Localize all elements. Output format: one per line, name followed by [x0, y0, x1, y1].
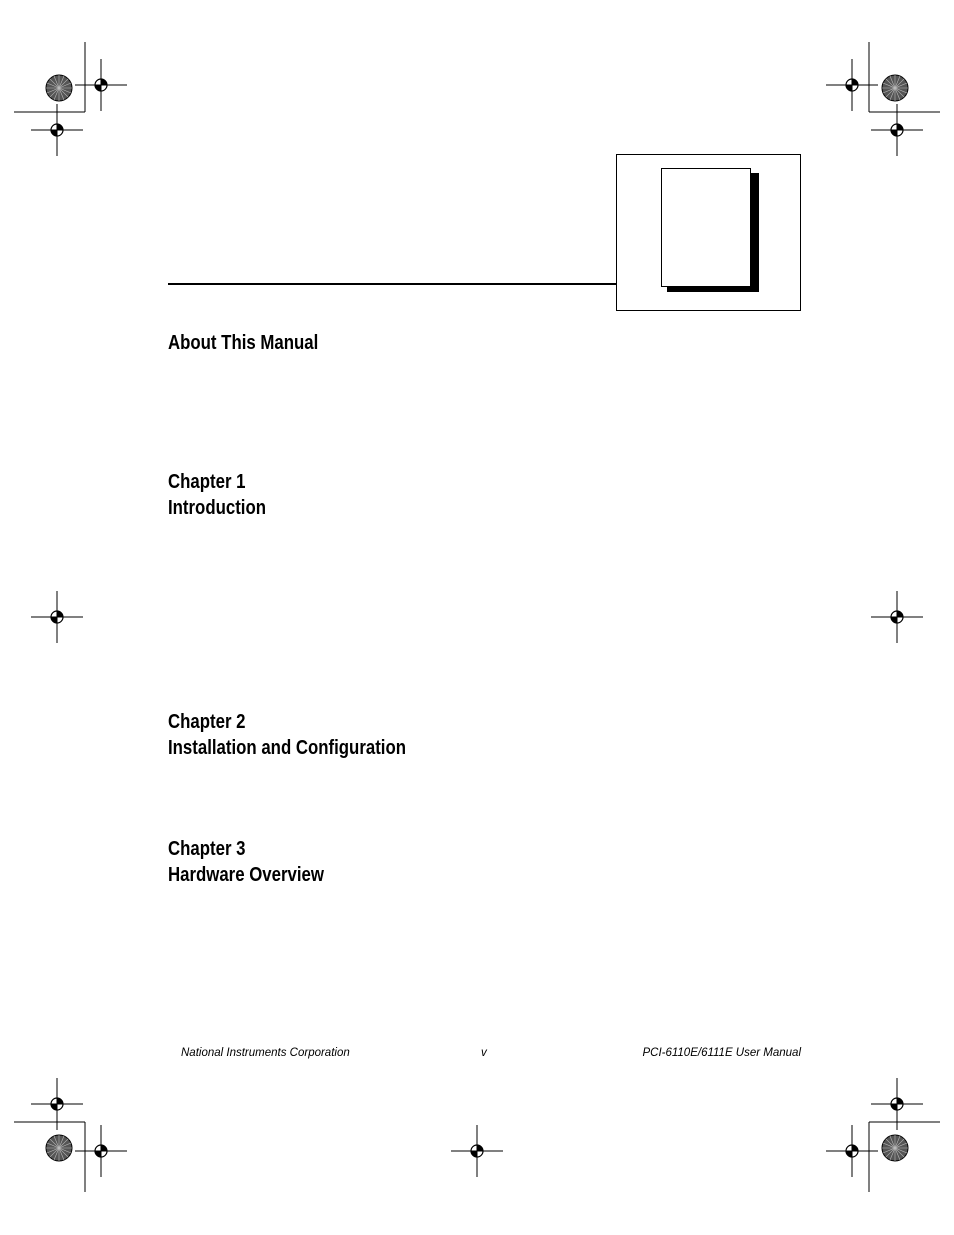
chapter-title: Hardware Overview	[168, 864, 324, 886]
section-about-this-manual	[168, 330, 318, 356]
section-chapter-1	[168, 469, 266, 521]
crosshair-registration-icon	[31, 591, 83, 643]
document-icon	[661, 168, 751, 287]
chapter-number: Chapter 3	[168, 838, 246, 860]
crosshair-registration-icon	[826, 59, 878, 111]
crosshair-registration-icon	[75, 59, 127, 111]
footer-page-number: v	[481, 1047, 487, 1059]
starburst-registration-icon	[882, 75, 908, 101]
contents-badge	[616, 154, 801, 311]
starburst-registration-icon	[46, 1135, 72, 1161]
crosshair-registration-icon	[451, 1125, 503, 1177]
footer-manual-title: PCI-6110E/6111E User Manual	[642, 1047, 801, 1059]
chapter-title: Installation and Configuration	[168, 737, 406, 759]
crosshair-registration-icon	[75, 1125, 127, 1177]
section-title-line: About This Manual	[168, 332, 319, 354]
footer-company: National Instruments Corporation	[181, 1047, 350, 1059]
chapter-title: Introduction	[168, 497, 266, 519]
chapter-number: Chapter 2	[168, 711, 246, 733]
header-rule	[168, 283, 616, 285]
section-chapter-3	[168, 836, 324, 888]
crosshair-registration-icon	[826, 1125, 878, 1177]
starburst-registration-icon	[46, 75, 72, 101]
section-chapter-2	[168, 709, 406, 761]
crosshair-registration-icon	[871, 591, 923, 643]
chapter-number: Chapter 1	[168, 471, 246, 493]
starburst-registration-icon	[882, 1135, 908, 1161]
